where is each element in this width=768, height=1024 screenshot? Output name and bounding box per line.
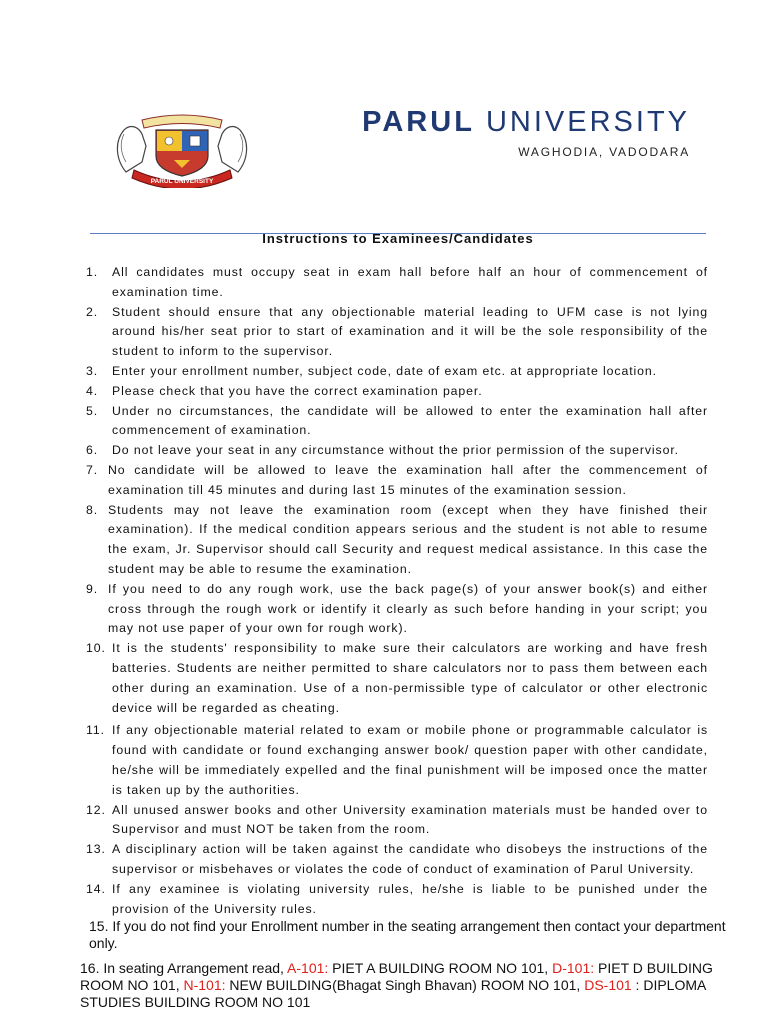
instruction-item [86,580,708,639]
university-crest-logo [108,112,256,188]
instruction-text: Do not leave your seat in any circumstance without the prior permission of the supervisor. [112,443,679,458]
instruction-text: It is the students' responsibility to make sure their calculators are working and have fresh batteries. Students are neither permitted to share calculators nor to pass them between each other during an examination. Use of a non-permissible type of calculator or other electronic device will be regarded as cheating. [112,641,708,715]
note-15-enrollment: 15. If you do not find your Enrollment number in the seating arrangement then contact your department only. [89,918,726,951]
brand-name-rest: UNIVERSITY [485,106,690,138]
instruction-text: Under no circumstances, the candidate will be allowed to enter the examination hall after commencement of examination. [112,403,708,438]
instruction-text: Enter your enrollment number, subject code, date of exam etc. at appropriate location. [112,363,657,378]
instructions-list [86,263,708,919]
instruction-text: Student should ensure that any objectionable material leading to UFM case is not lying around his/her seat prior to start of examination and it will be the sole responsibility of the student to inform to the supervisor. [112,304,708,359]
university-location: WAGHODIA, VADODARA [518,145,690,159]
instruction-text: No candidate will be allowed to leave the examination hall after the commencement of examination till 45 minutes and during last 15 minutes of the examination session. [108,462,708,497]
instruction-item [86,303,708,362]
instruction-number: 6. [86,443,99,458]
university-name [362,106,690,139]
instruction-number: 1. [86,265,99,279]
instruction-number: 14. [86,881,106,896]
room-code-d101: D-101: [552,960,595,976]
instruction-text: If any objectionable material related to exam or mobile phone or programmable calculator is found with candidate or found exchanging answer book/ question paper with other candidate, he/she will be immediately expelled and the final punishment will be imposed once the matter is taken up by the authorities. [112,723,708,797]
instructions-title: Instructions to Examinees/Candidates [262,231,534,246]
instruction-number: 2. [86,304,99,319]
instruction-number: 4. [86,383,99,398]
instruction-number: 3. [86,363,99,378]
instruction-item [86,639,708,718]
room-code-ds101: DS-101 [584,977,632,993]
logo-ribbon-text: PARUL UNIVERSITY [150,178,214,185]
instruction-item [86,263,708,303]
instruction-number: 10. [86,641,106,656]
instruction-item [86,840,708,880]
instruction-item [86,501,708,580]
instruction-item [86,362,708,382]
instruction-text: Students may not leave the examination room (except when they have finished their examination). If the medical condition appears serious and the student is not able to resume the exam, Jr. Supervisor should call Security and request medical assistance. In this case the student may be able to resume the examination. [108,502,708,576]
room-desc-ds101: : DIPLOMA STUDIES BUILDING ROOM NO 101 [80,977,706,1010]
instruction-item [86,801,708,841]
room-code-n101: N-101: [183,977,226,993]
instruction-number: 12. [86,802,106,817]
brand-name-bold: PARUL [362,106,475,138]
instruction-item [86,721,708,800]
instruction-text: If any examinee is violating university rules, he/she is liable to be punished under the provision of the University rules. [112,881,708,916]
instruction-text: All candidates must occupy seat in exam hall before half an hour of commencement of examination time. [112,265,708,299]
instruction-number: 8. [86,502,99,517]
brand-block [362,106,690,159]
note-16-intro: 16. In seating Arrangement read, [80,960,288,976]
instruction-number: 7. [86,462,99,477]
instruction-item [86,880,708,920]
instruction-number: 13. [86,842,106,857]
instruction-item [86,461,708,501]
instruction-text: A disciplinary action will be taken against the candidate who disobeys the instructions of the supervisor or misbehaves or violates the code of conduct of examination of Parul University. [112,842,708,876]
instruction-text: If you need to do any rough work, use the back page(s) of your answer book(s) and either cross through the rough work or identify it clearly as such before handing in your script; you may not use paper of your own for rough work). [108,581,708,636]
room-code-a101: A-101: [287,960,329,976]
room-desc-d101: PIET D BUILDING ROOM NO 101, [80,960,713,993]
instruction-text: All unused answer books and other University examination materials must be handed over to Supervisor and must NOT be taken from the room. [112,802,708,837]
instruction-item [86,402,708,442]
instruction-number: 9. [86,581,99,596]
instruction-item [86,382,708,402]
room-desc-a101: PIET A BUILDING ROOM NO 101, [328,960,553,976]
instruction-item [86,441,708,461]
instruction-number: 5. [86,403,99,418]
room-desc-n101: NEW BUILDING(Bhagat Singh Bhavan) ROOM NO 101, [225,977,585,993]
instruction-number: 11. [86,723,105,738]
instruction-text: Please check that you have the correct examination paper. [112,383,483,398]
note-16-seating [80,960,730,1011]
